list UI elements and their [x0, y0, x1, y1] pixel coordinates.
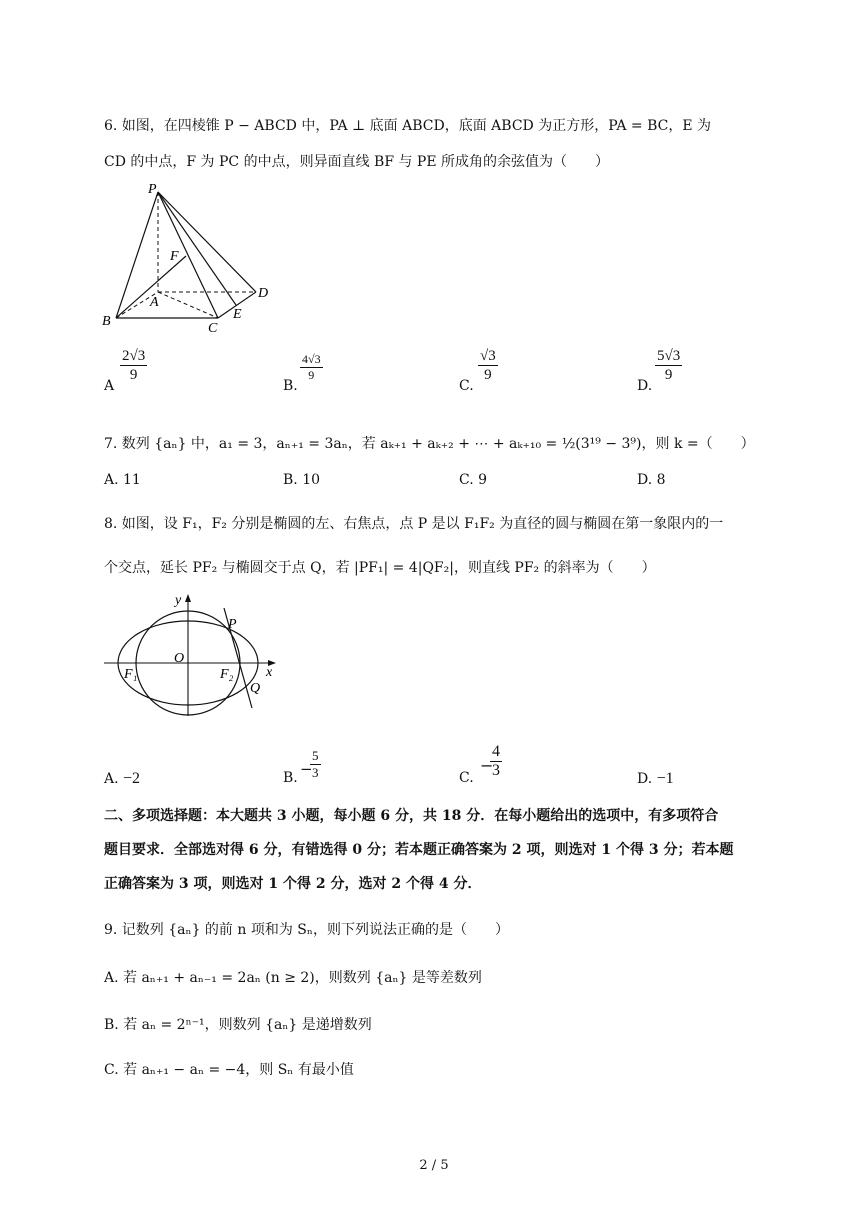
q8-option-c-letter: C.	[459, 770, 474, 786]
label-y: y	[175, 593, 182, 608]
q6-option-b-letter: B.	[283, 378, 298, 394]
q9-stem: 9. 记数列 {aₙ} 的前 n 项和为 Sₙ，则下列说法正确的是（ ）	[104, 922, 509, 938]
q6-option-d-den: 9	[664, 367, 673, 383]
q6-option-d-num: 5√3	[657, 348, 681, 364]
q8-option-c-num: 4	[492, 743, 500, 760]
q8-option-c-sign: −	[480, 756, 494, 775]
q6-option-b-den: 9	[308, 368, 315, 382]
label-F: F	[170, 249, 179, 264]
ellipse-figure	[100, 590, 285, 720]
label-E: E	[233, 307, 242, 322]
q9-option-a: A. 若 aₙ₊₁ + aₙ₋₁ = 2aₙ (n ≥ 2)，则数列 {aₙ} 是等差数列	[104, 970, 482, 986]
q6-option-d-value	[655, 347, 682, 384]
q6-option-a-value	[120, 347, 147, 384]
q8-line2: 个交点，延长 PF₂ 与椭圆交于点 Q，若 |PF₁| = 4|QF₂|，则直线 PF₂ 的斜率为（ ）	[104, 560, 656, 576]
q8-option-c-den: 3	[492, 762, 500, 779]
q7-stem: 7. 数列 {aₙ} 中，a₁ = 3，aₙ₊₁ = 3aₙ，若 aₖ₊₁ + aₖ₊₂ + ⋯ + aₖ₊₁₀ = ½(3¹⁹ − 3⁹)，则 k =（ ）	[104, 436, 755, 452]
page-number: 2 / 5	[419, 1158, 449, 1173]
q7-option-b: B. 10	[283, 472, 321, 488]
q8-option-a	[104, 770, 140, 788]
q6-option-d-letter: D.	[637, 378, 653, 394]
q6-option-b-num: 4√3	[302, 352, 321, 366]
q8-option-c-value	[490, 743, 502, 780]
label-x: x	[266, 665, 273, 680]
pyramid-figure	[98, 180, 278, 335]
q8-option-b-sign: −	[300, 760, 313, 778]
q8-option-b-letter: B.	[283, 770, 298, 786]
label-P: P	[148, 182, 157, 197]
q8-option-b-value	[310, 748, 321, 781]
q8-option-d-letter: D.	[637, 771, 653, 787]
label-D: D	[258, 286, 269, 301]
q9-option-c: C. 若 aₙ₊₁ − aₙ = −4，则 Sₙ 有最小值	[104, 1062, 354, 1078]
q9-option-b: B. 若 aₙ = 2ⁿ⁻¹，则数列 {aₙ} 是递增数列	[104, 1017, 372, 1033]
q6-option-a-den: 9	[129, 367, 138, 383]
q8-option-b-den: 3	[312, 765, 319, 780]
label-P: P	[228, 617, 237, 632]
q7-option-c: C. 9	[459, 472, 488, 488]
q6-option-c-value	[478, 347, 498, 384]
section2-line2: 题目要求．全部选对得 6 分，有错选得 0 分；若本题正确答案为 2 项，则选对 1 个得 3 分；若本题	[104, 842, 734, 858]
section2-line3: 正确答案为 3 项，则选对 1 个得 2 分，选对 2 个得 4 分．	[104, 876, 482, 892]
q6-option-c-den: 9	[484, 367, 492, 383]
label-Q: Q	[250, 681, 261, 696]
label-F1: F₁	[124, 667, 138, 682]
q8-option-a-letter: A.	[104, 771, 119, 787]
section2-line1: 二、多项选择题：本大题共 3 小题，每小题 6 分，共 18 分．在每小题给出的选项中，有多项符合	[104, 808, 719, 824]
q7-option-a: A. 11	[104, 472, 141, 488]
q6-line1: 6. 如图，在四棱锥 P − ABCD 中，PA ⊥ 底面 ABCD，底面 ABCD 为正方形，PA = BC，E 为	[104, 118, 712, 134]
q8-option-a-value: −2	[123, 770, 141, 787]
label-A: A	[150, 295, 159, 310]
q6-option-c-num: √3	[480, 348, 496, 364]
q6-line2: CD 的中点，F 为 PC 的中点，则异面直线 BF 与 PE 所成角的余弦值为（ ）	[104, 154, 610, 170]
q8-option-b-num: 5	[312, 748, 319, 763]
label-F2: F₂	[220, 667, 234, 682]
q6-option-b-value	[300, 352, 323, 383]
q8-option-d	[637, 770, 674, 788]
q6-option-a-letter: A	[104, 378, 115, 394]
q8-line1: 8. 如图，设 F₁，F₂ 分别是椭圆的左、右焦点，点 P 是以 F₁F₂ 为直径的圆与椭圆在第一象限内的一	[104, 516, 724, 532]
q8-option-d-value: −1	[656, 770, 674, 787]
label-O: O	[174, 651, 185, 666]
q6-option-c-letter: C.	[459, 378, 474, 394]
q7-option-d: D. 8	[637, 472, 666, 488]
label-C: C	[208, 321, 218, 335]
q6-option-a-num: 2√3	[122, 348, 146, 364]
label-B: B	[102, 314, 111, 329]
